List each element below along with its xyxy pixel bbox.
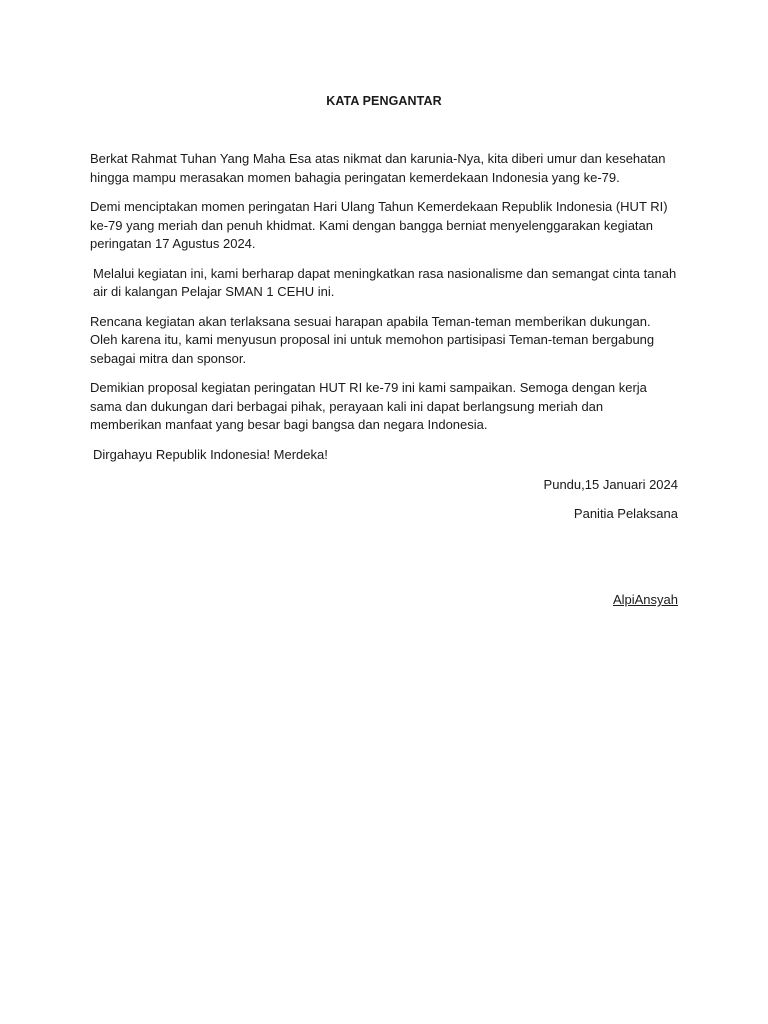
paragraph-closing: Demikian proposal kegiatan peringatan HUT RI ke-79 ini kami sampaikan. Semoga dengan kerja sama dan dukungan dari berbagai pihak, perayaan kali ini dapat berlangsung meriah dan memberikan manfaat yang besar bagi bangsa dan negara Indonesia. bbox=[90, 380, 647, 432]
signer-name: AlpiAnsyah bbox=[612, 592, 678, 607]
paragraph-plan: Rencana kegiatan akan terlaksana sesuai harapan apabila Teman-teman memberikan dukungan. Oleh karena itu, kami menyusun proposal ini untuk memohon partisipasi Teman-teman bergabung sebagai mitra dan sponsor. bbox=[90, 313, 655, 366]
paragraph-purpose: Demi menciptakan momen peringatan Hari Ulang Tahun Kemerdekaan Republik Indonesia (HUT RI) ke-79 yang meriah dan penuh khidmat. Kami dengan bangga berniat menyelenggarakan kegiatan peringatan 17 Agustus 2024. bbox=[90, 199, 668, 251]
document-title: KATA PENGANTAR bbox=[326, 94, 442, 108]
place-date: Pundu,15 Januari 2024 bbox=[543, 477, 678, 492]
document-body bbox=[90, 150, 678, 475]
committee-label: Panitia Pelaksana bbox=[573, 506, 678, 521]
paragraph-hope: Melalui kegiatan ini, kami berharap dapat meningkatkan rasa nasionalisme dan semangat cinta tanah air di kalangan Pelajar SMAN 1 CEHU ini. bbox=[93, 265, 677, 299]
paragraph-salute: Dirgahayu Republik Indonesia! Merdeka! bbox=[93, 446, 328, 462]
paragraph-opening: Berkat Rahmat Tuhan Yang Maha Esa atas nikmat dan karunia-Nya, kita diberi umur dan kesehatan hingga mampu merasakan momen bahagia peringatan kemerdekaan Indonesia yang ke-79. bbox=[90, 151, 666, 185]
